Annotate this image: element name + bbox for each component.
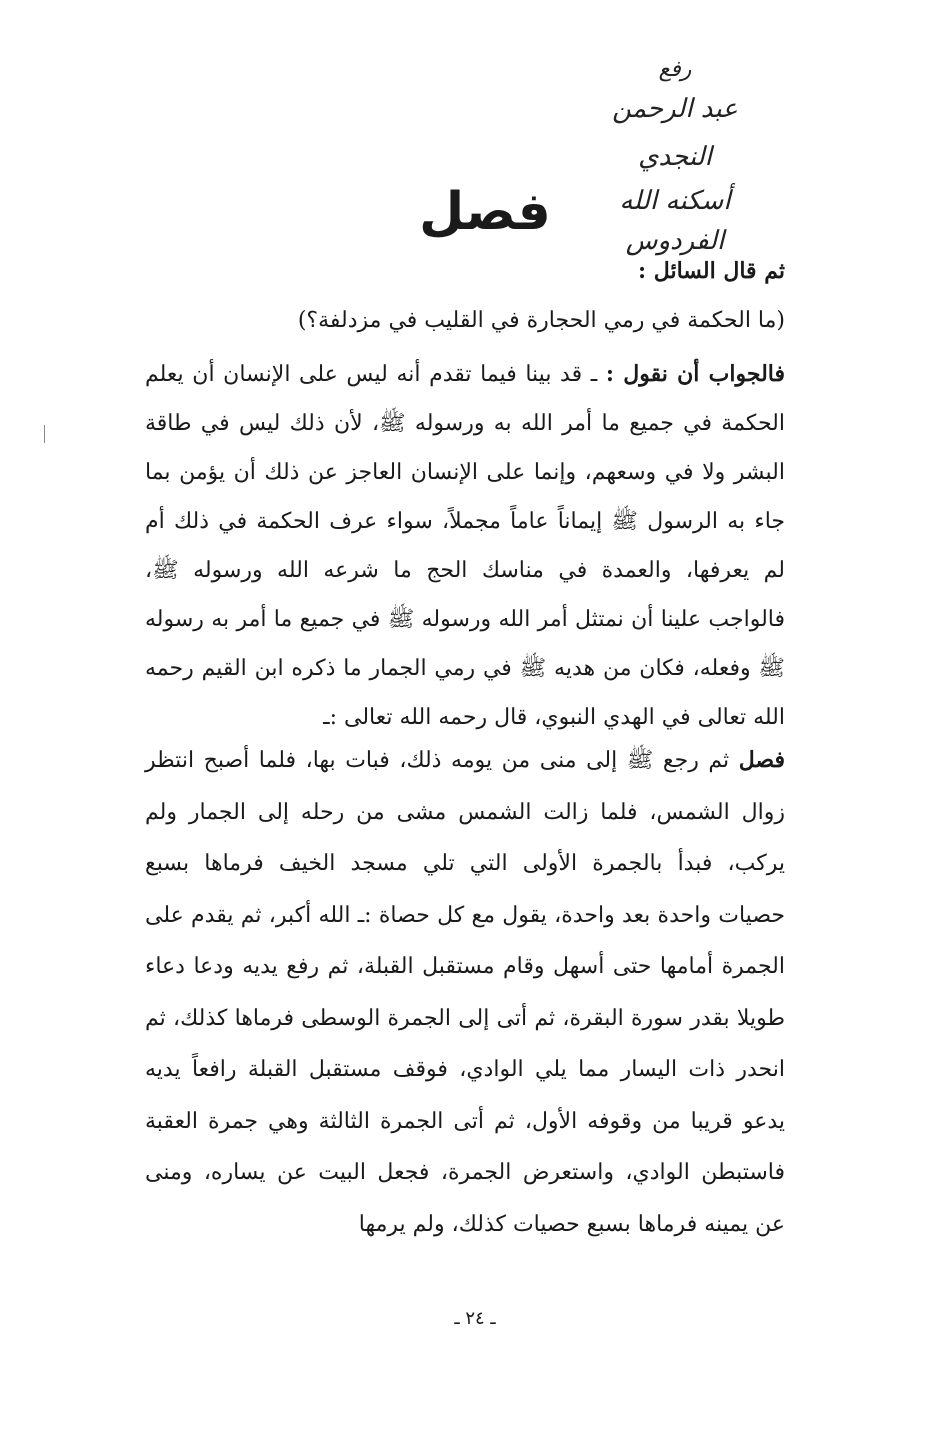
margin-mark: [44, 425, 45, 443]
stamp-line-2: عبد الرحمن النجدي: [612, 94, 738, 172]
owner-stamp: [600, 55, 750, 256]
section-heading: فصل: [419, 182, 551, 242]
stamp-line-3: أسكنه الله الفردوس: [619, 186, 731, 256]
answer-lead: فالجواب أن نقول :: [605, 361, 785, 387]
question-intro: ثم قال السائل :: [638, 258, 785, 284]
answer-paragraph: [145, 350, 785, 742]
page-number: ـ ٢٤ ـ: [454, 1308, 496, 1329]
quote-paragraph: [145, 735, 785, 1250]
question-text: (ما الحكمة في رمي الحجارة في القليب في مزدلفة؟): [297, 308, 785, 333]
answer-body: ـ قد بينا فيما تقدم أنه ليس على الإنسان أن يعلم الحكمة في جميع ما أمر الله به ورسوله ﷺ، لأن ذلك ليس في طاقة البشر ولا في وسعهم، وإنما على الإنسان العاجز عن ذلك أن يؤمن بما جاء به الرسول ﷺ إيماناً عاماً مجملاً، سواء عرف الحكمة في ذلك أم لم يعرفها، والعمدة في مناسك الحج ما شرعه الله ورسوله ﷺ، فالواجب علينا أن نمتثل أمر الله ورسوله ﷺ في جميع ما أمر به رسوله ﷺ وفعله، فكان من هديه ﷺ في رمي الجمار ما ذكره ابن القيم رحمه الله تعالى في الهدي النبوي، قال رحمه الله تعالى :ـ: [145, 362, 785, 730]
quote-body: ثم رجع ﷺ إلى منى من يومه ذلك، فبات بها، فلما أصبح انتظر زوال الشمس، فلما زالت الشمس مشى من رحله إلى الجمار ولم يركب، فبدأ بالجمرة الأولى التي تلي مسجد الخيف فرماها بسبع حصيات واحدة بعد واحدة، يقول مع كل حصاة :ـ الله أكبر، ثم يقدم على الجمرة أمامها حتى أسهل وقام مستقبل القبلة، ثم رفع يديه ودعا دعاء طويلا بقدر سورة البقرة، ثم أتى إلى الجمرة الوسطى فرماها كذلك، ثم انحدر ذات اليسار مما يلي الوادي، فوقف مستقبل القبلة رافعاً يديه يدعو قريبا من وقوفه الأول، ثم أتى الجمرة الثالثة وهي جمرة العقبة فاستبطن الوادي، واستعرض الجمرة، فجعل البيت عن يساره، ومنى عن يمينه فرماها بسبع حصيات كذلك، ولم يرمها: [145, 748, 785, 1237]
quote-lead: فصل: [738, 747, 785, 773]
stamp-line-1: رفع: [658, 57, 692, 82]
